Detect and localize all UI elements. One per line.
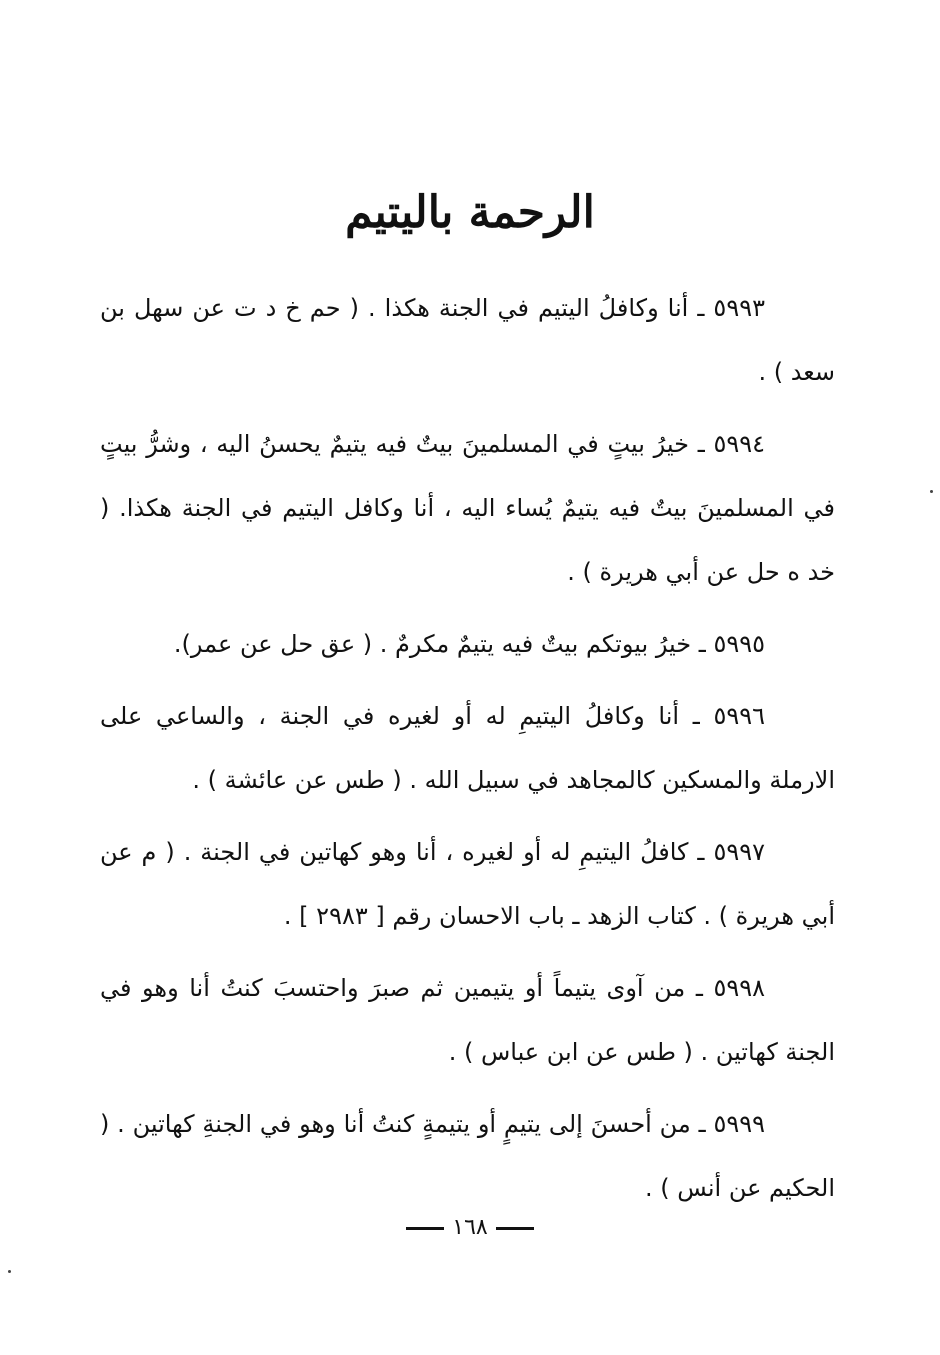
- hadith-text: كافلُ اليتيمِ له أو لغيره ، أنا وهو كهاتين في الجنة . ( م عن أبي هريرة ) . كتاب الزهد ـ باب الاحسان رقم [ ٢٩٨٣ ] .: [100, 838, 835, 930]
- hadith-list: [100, 276, 835, 1228]
- hadith-text: أنا وكافلُ اليتيم في الجنة هكذا . ( حم خ د ت عن سهل بن سعد ) .: [100, 294, 835, 386]
- hadith-number: ٥٩٩٤: [713, 430, 765, 458]
- footer-dash-left: [496, 1227, 534, 1230]
- scan-speck: [930, 490, 933, 493]
- hadith-number: ٥٩٩٦: [713, 702, 765, 730]
- hadith-text: من آوى يتيماً أو يتيمين ثم صبرَ واحتسبَ كنتُ أنا وهو في الجنة كهاتين . ( طس عن ابن عباس ) .: [100, 974, 835, 1066]
- hadith-5998: ٥٩٩٨ ـ من آوى يتيماً أو يتيمين ثم صبرَ واحتسبَ كنتُ أنا وهو في الجنة كهاتين . ( طس عن ابن عباس ) .: [100, 974, 835, 1066]
- hadith-5993: ٥٩٩٣ ـ أنا وكافلُ اليتيم في الجنة هكذا . ( حم خ د ت عن سهل بن سعد ) .: [100, 294, 835, 386]
- hadith-number: ٥٩٩٨: [713, 974, 766, 1002]
- hadith-text: أنا وكافلُ اليتيمِ له أو لغيره في الجنة ، والساعي على الارملة والمسكين كالمجاهد في سبيل الله . ( طس عن عائشة ) .: [100, 702, 835, 794]
- hadith-text: خيرُ بيتٍ في المسلمينَ بيتٌ فيه يتيمٌ يحسنُ اليه ، وشرُّ بيتٍ في المسلمينَ بيتٌ فيه يتيمٌ يُساء اليه ، أنا وكافل اليتيم في الجنة هكذا. ( خد ه حل عن أبي هريرة ) .: [100, 430, 835, 586]
- footer-dash-right: [406, 1227, 444, 1230]
- hadith-text: من أحسنَ إلى يتيمٍ أو يتيمةٍ كنتُ أنا وهو في الجنةِ كهاتين . ( الحكيم عن أنس ) .: [100, 1110, 835, 1202]
- hadith-number: ٥٩٩٣: [713, 294, 765, 322]
- page-number-footer: [0, 1208, 940, 1248]
- hadith-5995: ٥٩٩٥ ـ خيرُ بيوتكم بيتٌ فيه يتيمٌ مكرمٌ . ( عق حل عن عمر).: [173, 630, 765, 658]
- hadith-5999: ٥٩٩٩ ـ من أحسنَ إلى يتيمٍ أو يتيمةٍ كنتُ أنا وهو في الجنةِ كهاتين . ( الحكيم عن أنس ) .: [100, 1110, 835, 1202]
- hadith-number: ٥٩٩٩: [713, 1110, 765, 1138]
- scan-speck: [8, 1270, 11, 1273]
- hadith-5994: ٥٩٩٤ ـ خيرُ بيتٍ في المسلمينَ بيتٌ فيه يتيمٌ يحسنُ اليه ، وشرُّ بيتٍ في المسلمينَ بيتٌ فيه يتيمٌ يُساء اليه ، أنا وكافل اليتيم في الجنة هكذا. ( خد ه حل عن أبي هريرة ) .: [100, 430, 835, 586]
- hadith-number: ٥٩٩٧: [713, 838, 765, 866]
- page-number: ١٦٨: [452, 1215, 488, 1240]
- hadith-5997: ٥٩٩٧ ـ كافلُ اليتيمِ له أو لغيره ، أنا وهو كهاتين في الجنة . ( م عن أبي هريرة ) . كتاب الزهد ـ باب الاحسان رقم [ ٢٩٨٣ ] .: [100, 838, 835, 930]
- hadith-number: ٥٩٩٥: [713, 630, 765, 658]
- hadith-text: خيرُ بيوتكم بيتٌ فيه يتيمٌ مكرمٌ . ( عق حل عن عمر).: [173, 630, 692, 658]
- hadith-5996: ٥٩٩٦ ـ أنا وكافلُ اليتيمِ له أو لغيره في الجنة ، والساعي على الارملة والمسكين كالمجاهد في سبيل الله . ( طس عن عائشة ) .: [100, 702, 835, 794]
- page-title: الرحمة باليتيم: [345, 187, 595, 238]
